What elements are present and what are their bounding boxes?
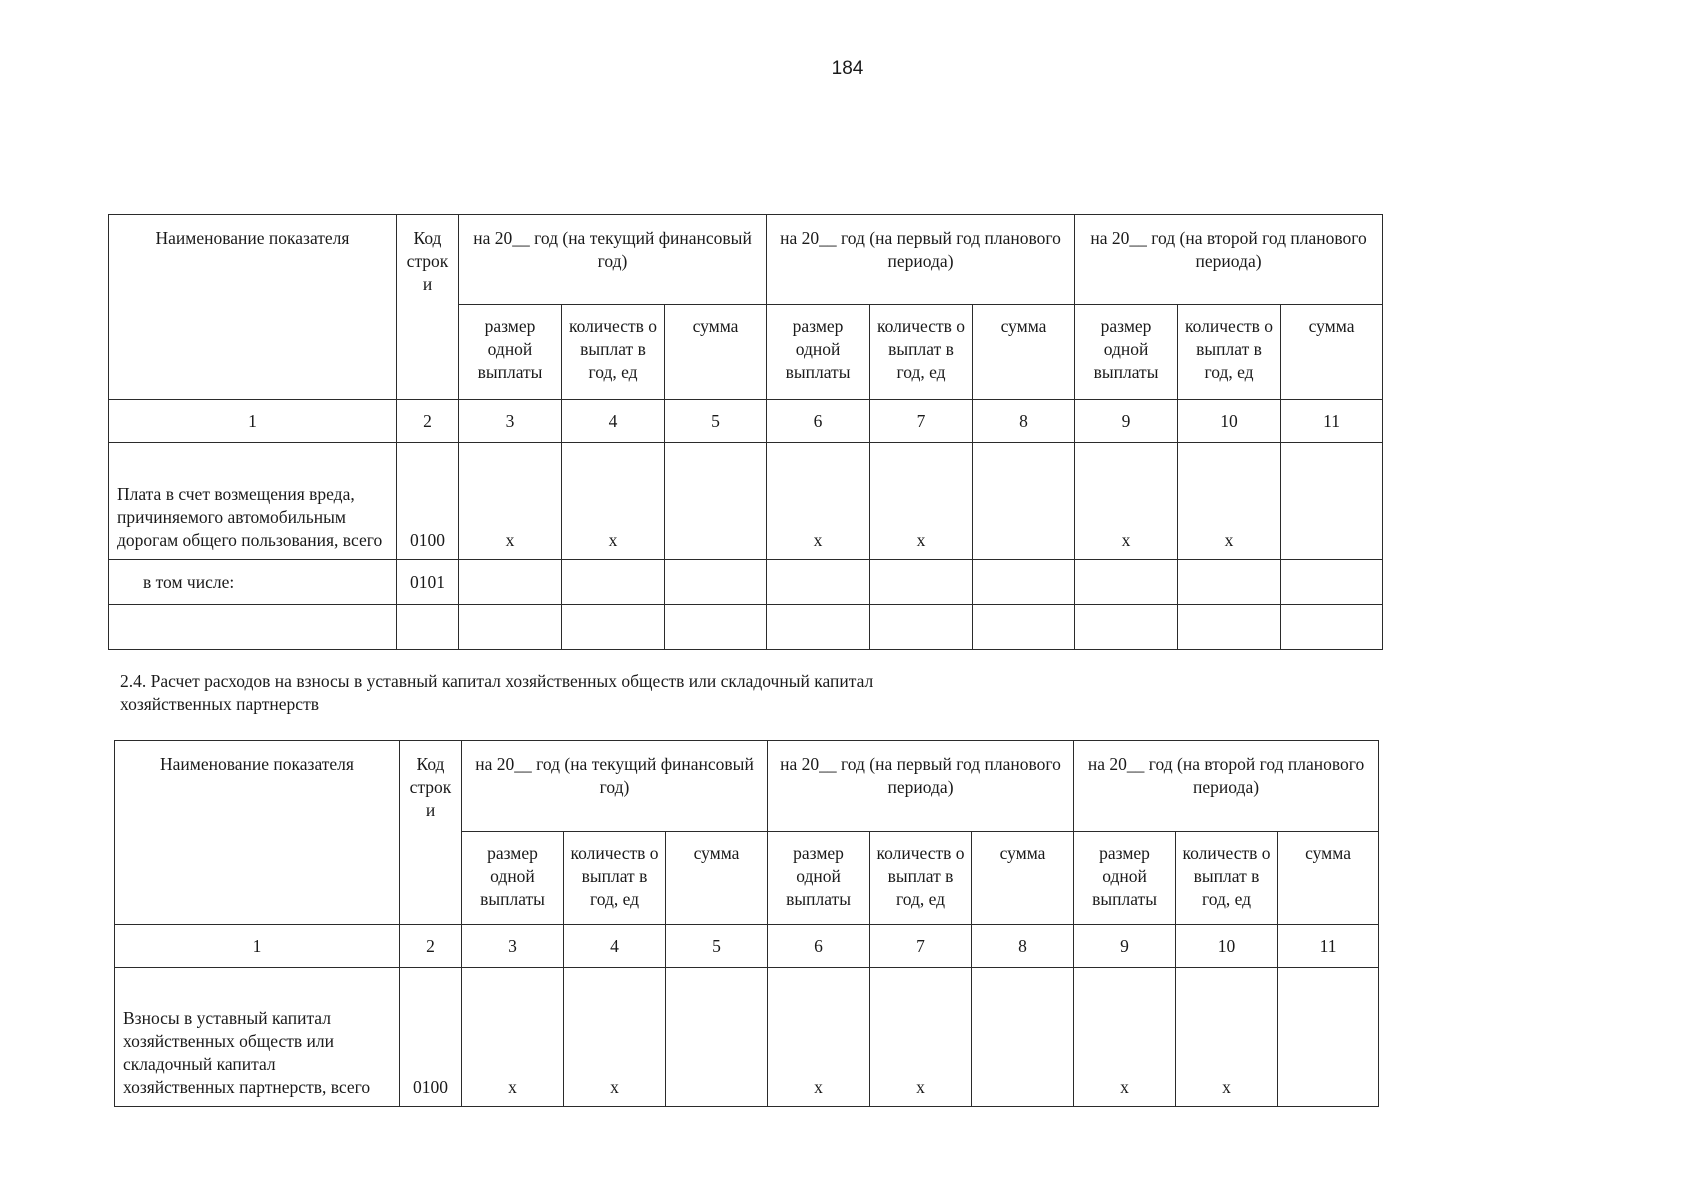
column-number: 8	[973, 400, 1075, 443]
table-cell	[1281, 605, 1383, 650]
table-cell	[1075, 560, 1178, 605]
row-code: 0101	[397, 560, 459, 605]
table-cell	[665, 605, 767, 650]
table-cell: x	[462, 968, 564, 1107]
subheader-sum: сумма	[1281, 305, 1383, 400]
table-row	[109, 560, 1383, 605]
header-name: Наименование показателя	[115, 741, 400, 925]
column-number: 5	[665, 400, 767, 443]
column-number: 4	[564, 925, 666, 968]
header-period-current: на 20__ год (на текущий финансовый год)	[459, 215, 767, 305]
table-cell: x	[564, 968, 666, 1107]
column-number: 11	[1281, 400, 1383, 443]
column-number: 9	[1075, 400, 1178, 443]
header-code: Код строк и	[400, 741, 462, 925]
table-cell: x	[562, 443, 665, 560]
page-number: 184	[831, 58, 864, 79]
column-number: 10	[1176, 925, 1278, 968]
header-code: Код строк и	[397, 215, 459, 400]
column-number: 1	[109, 400, 397, 443]
column-number-row	[109, 400, 1383, 443]
table-cell: x	[767, 443, 870, 560]
table-cell	[767, 605, 870, 650]
row-name: в том числе:	[109, 560, 397, 605]
subheader-count: количеств о выплат в год, ед	[1178, 305, 1281, 400]
header-period-plan-2: на 20__ год (на второй год планового периода)	[1074, 741, 1379, 832]
table-cell	[973, 443, 1075, 560]
header-period-current: на 20__ год (на текущий финансовый год)	[462, 741, 768, 832]
table-cell	[665, 560, 767, 605]
row-name	[109, 605, 397, 650]
table-cell: x	[1075, 443, 1178, 560]
subheader-sum: сумма	[666, 832, 768, 925]
table-row	[109, 443, 1383, 560]
table-cell: x	[459, 443, 562, 560]
table-cell	[459, 560, 562, 605]
subheader-sum: сумма	[973, 305, 1075, 400]
header-period-plan-1: на 20__ год (на первый год планового периода)	[768, 741, 1074, 832]
table-cell	[1178, 560, 1281, 605]
row-code: 0100	[400, 968, 462, 1107]
column-number: 1	[115, 925, 400, 968]
table-row	[115, 968, 1379, 1107]
table-cell	[973, 605, 1075, 650]
column-number: 7	[870, 400, 973, 443]
table-cell: x	[768, 968, 870, 1107]
column-number: 4	[562, 400, 665, 443]
column-number: 2	[397, 400, 459, 443]
column-number: 6	[768, 925, 870, 968]
column-number: 8	[972, 925, 1074, 968]
header-period-plan-1: на 20__ год (на первый год планового периода)	[767, 215, 1075, 305]
table-cell	[562, 605, 665, 650]
column-number: 2	[400, 925, 462, 968]
table-cell: x	[1178, 443, 1281, 560]
row-code: 0100	[397, 443, 459, 560]
column-number: 10	[1178, 400, 1281, 443]
table-cell	[666, 968, 768, 1107]
table-capital-contributions	[114, 740, 1379, 1107]
column-number: 6	[767, 400, 870, 443]
row-name: Плата в счет возмещения вреда, причиняемого автомобильным дорогам общего пользования, всего	[109, 443, 397, 560]
table-row	[109, 605, 1383, 650]
subheader-count: количеств о выплат в год, ед	[562, 305, 665, 400]
column-number: 7	[870, 925, 972, 968]
subheader-count: количеств о выплат в год, ед	[870, 305, 973, 400]
table-cell	[1075, 605, 1178, 650]
column-number: 9	[1074, 925, 1176, 968]
table-cell: x	[870, 443, 973, 560]
header-name: Наименование показателя	[109, 215, 397, 400]
table-cell	[562, 560, 665, 605]
table-cell	[973, 560, 1075, 605]
subheader-sum: сумма	[972, 832, 1074, 925]
subheader-sum: сумма	[1278, 832, 1379, 925]
subheader-count: количеств о выплат в год, ед	[564, 832, 666, 925]
table-cell: x	[1176, 968, 1278, 1107]
table-payments	[108, 214, 1383, 650]
table-cell	[870, 560, 973, 605]
subheader-size: размер одной выплаты	[768, 832, 870, 925]
table-cell	[1178, 605, 1281, 650]
section-title: 2.4. Расчет расходов на взносы в уставный капитал хозяйственных обществ или складочный капитал хозяйственных партнерств	[120, 671, 874, 714]
subheader-count: количеств о выплат в год, ед	[870, 832, 972, 925]
table-cell	[459, 605, 562, 650]
subheader-size: размер одной выплаты	[459, 305, 562, 400]
subheader-size: размер одной выплаты	[462, 832, 564, 925]
row-name: Взносы в уставный капитал хозяйственных обществ или складочный капитал хозяйственных партнерств, всего	[115, 968, 400, 1107]
table-cell	[767, 560, 870, 605]
subheader-size: размер одной выплаты	[767, 305, 870, 400]
column-number: 3	[462, 925, 564, 968]
column-number: 5	[666, 925, 768, 968]
subheader-size: размер одной выплаты	[1075, 305, 1178, 400]
table-cell	[870, 605, 973, 650]
column-number-row	[115, 925, 1379, 968]
table-cell: x	[1074, 968, 1176, 1107]
row-code	[397, 605, 459, 650]
column-number: 3	[459, 400, 562, 443]
subheader-count: количеств о выплат в год, ед	[1176, 832, 1278, 925]
table-cell	[972, 968, 1074, 1107]
table-cell: x	[870, 968, 972, 1107]
table-cell	[1281, 443, 1383, 560]
subheader-size: размер одной выплаты	[1074, 832, 1176, 925]
table-cell	[1278, 968, 1379, 1107]
table-cell	[1281, 560, 1383, 605]
table-cell	[665, 443, 767, 560]
column-number: 11	[1278, 925, 1379, 968]
header-period-plan-2: на 20__ год (на второй год планового периода)	[1075, 215, 1383, 305]
subheader-sum: сумма	[665, 305, 767, 400]
